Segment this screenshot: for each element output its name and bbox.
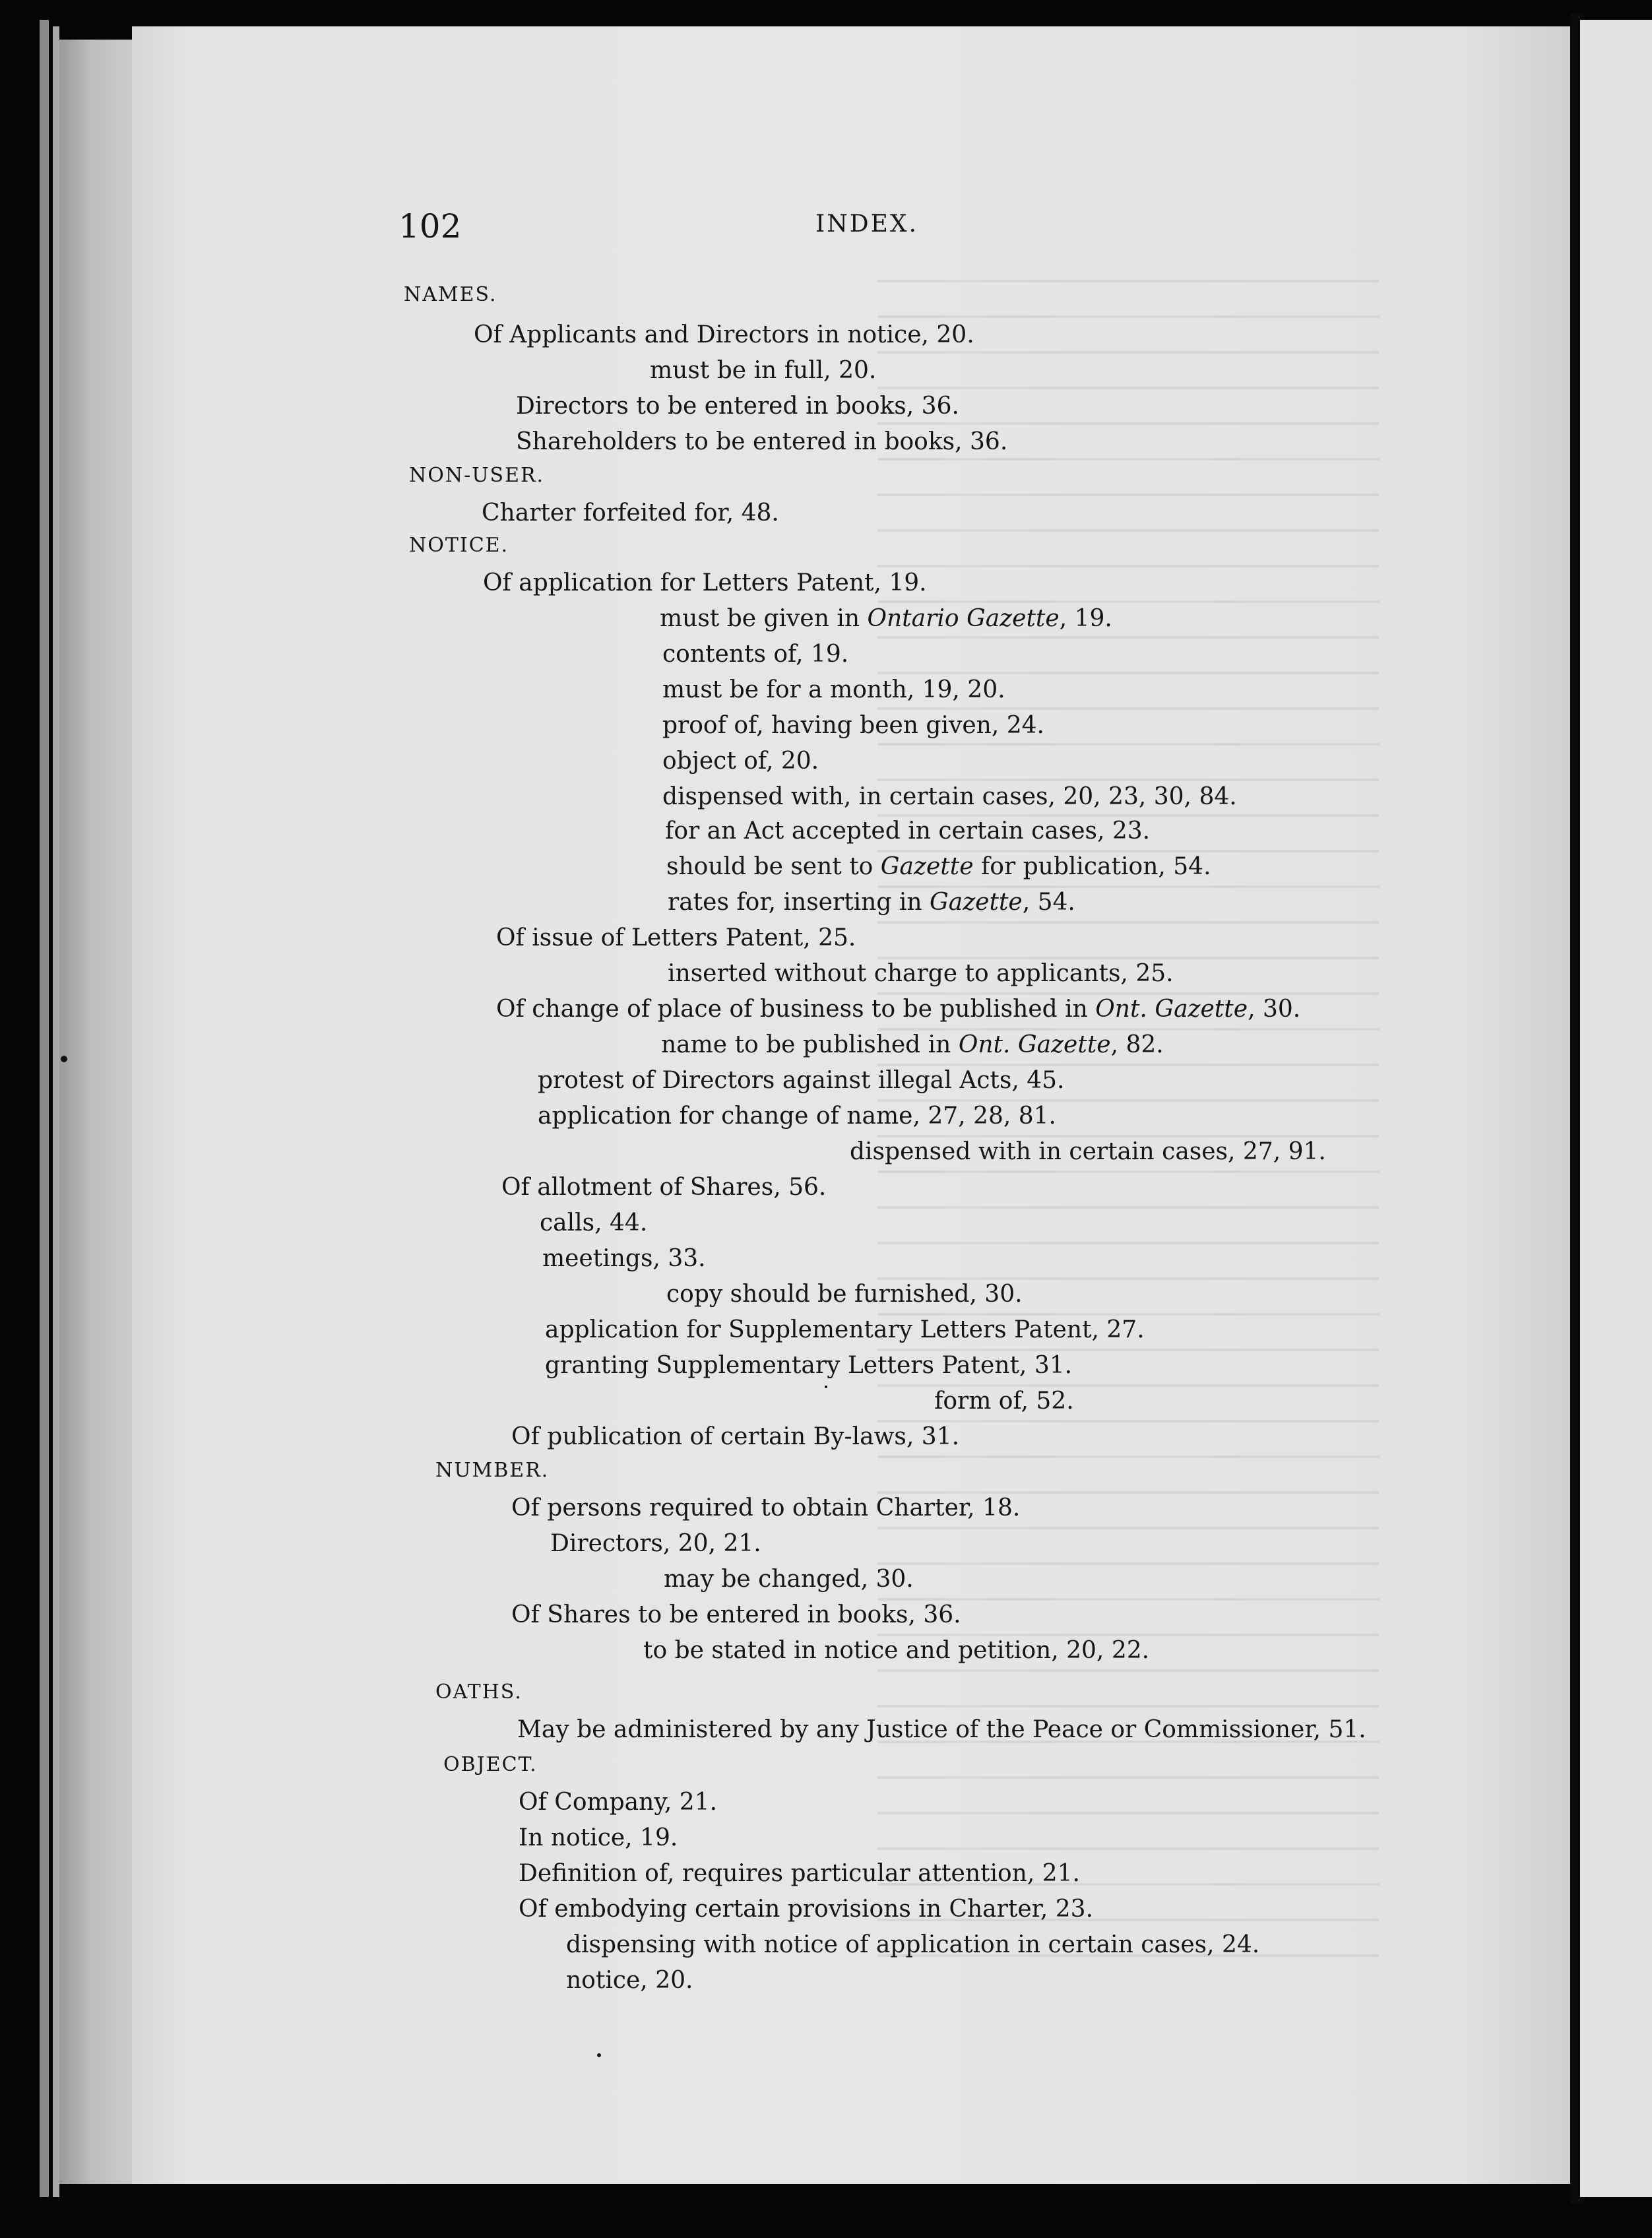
entry-italic-title: Ontario Gazette <box>867 605 1060 632</box>
index-entry: Of Company, 21. <box>519 1789 718 1816</box>
index-entry <box>668 891 1075 914</box>
heading-text: NAMES. <box>404 283 497 306</box>
facing-page-edge <box>1580 20 1652 2197</box>
heading-text: NON-USER. <box>409 464 545 487</box>
index-entry: Charter forfeited for, 48. <box>482 499 779 527</box>
heading-text: OBJECT. <box>443 1753 538 1776</box>
index-heading <box>435 1461 549 1481</box>
index-entry <box>666 855 1211 879</box>
index-entry: application for Supplementary Letters Patent, 27. <box>545 1316 1145 1343</box>
entry-italic-title: Ont. Gazette <box>958 1031 1111 1058</box>
index-entry: proof of, having been given, 24. <box>662 712 1044 739</box>
index-entry: Of issue of Letters Patent, 25. <box>496 924 856 951</box>
index-entry: Of allotment of Shares, 56. <box>501 1174 827 1201</box>
index-heading <box>409 466 544 486</box>
entry-text: name to be published in <box>661 1031 959 1058</box>
index-heading <box>404 285 497 305</box>
index-entry: dispensed with, in certain cases, 20, 23, 30, 84. <box>662 783 1237 810</box>
entry-page-refs: , 19. <box>1059 605 1112 632</box>
index-entry: Definition of, requires particular attention, 21. <box>519 1860 1080 1887</box>
index-entry: contents of, 19. <box>662 641 849 668</box>
index-entry: Shareholders to be entered in books, 36. <box>516 428 1008 455</box>
index-entry: granting Supplementary Letters Patent, 31. <box>545 1352 1073 1379</box>
index-entry: May be administered by any Justice of the Peace or Commissioner, 51. <box>517 1716 1366 1743</box>
page-edge <box>40 20 49 2197</box>
index-heading <box>409 536 509 556</box>
entry-text: should be sent to <box>666 853 881 880</box>
index-entry: Of Shares to be entered in books, 36. <box>511 1601 961 1628</box>
index-entry: Of publication of certain By-laws, 31. <box>511 1423 960 1450</box>
index-entry: dispensed with in certain cases, 27, 91. <box>850 1138 1326 1165</box>
index-entry: notice, 20. <box>566 1967 693 1994</box>
scan-speck <box>61 1056 67 1062</box>
index-entry: In notice, 19. <box>519 1824 678 1851</box>
heading-text: OATHS. <box>435 1680 523 1704</box>
index-entry: copy should be furnished, 30. <box>666 1281 1023 1308</box>
entry-italic-title: Ont. Gazette <box>1095 996 1248 1023</box>
index-entry: calls, 44. <box>540 1209 648 1236</box>
index-entry: inserted without charge to applicants, 25. <box>668 960 1174 987</box>
index-entry <box>660 607 1112 631</box>
index-entry: object of, 20. <box>662 748 819 775</box>
index-entry: must be for a month, 19, 20. <box>662 676 1005 703</box>
heading-text: NOTICE. <box>409 534 509 557</box>
entry-page-refs: for publication, 54. <box>973 853 1211 880</box>
page-title: INDEX. <box>815 210 918 238</box>
heading-text: NUMBER. <box>435 1459 550 1482</box>
index-entry: application for change of name, 27, 28, 81. <box>538 1103 1056 1130</box>
index-entry <box>661 1033 1164 1057</box>
index-entry: Directors, 20, 21. <box>550 1530 761 1557</box>
index-entry: form of, 52. <box>934 1388 1074 1415</box>
index-heading <box>435 1682 523 1702</box>
index-entry: for an Act accepted in certain cases, 23. <box>665 817 1151 845</box>
index-heading <box>443 1755 538 1775</box>
entry-page-refs: , 54. <box>1022 889 1075 916</box>
entry-page-refs: , 30. <box>1248 996 1301 1023</box>
index-entry <box>496 998 1300 1021</box>
index-entry: Of application for Letters Patent, 19. <box>483 569 927 596</box>
entry-text: Of change of place of business to be published in <box>496 996 1096 1023</box>
index-entry: to be stated in notice and petition, 20, 22. <box>643 1637 1150 1664</box>
page-shadow <box>59 40 139 2184</box>
entry-italic-title: Gazette <box>880 853 974 880</box>
scan-speck <box>825 1386 827 1388</box>
index-entry: protest of Directors against illegal Acts, 45. <box>538 1067 1065 1094</box>
entry-text: rates for, inserting in <box>668 889 930 916</box>
entry-italic-title: Gazette <box>929 889 1023 916</box>
index-entry: meetings, 33. <box>542 1245 706 1272</box>
index-entry: may be changed, 30. <box>664 1566 914 1593</box>
page-edge <box>53 26 59 2197</box>
page-number: 102 <box>398 207 462 245</box>
index-entry: Of persons required to obtain Charter, 18. <box>511 1494 1021 1521</box>
index-entry: Of embodying certain provisions in Charter, 23. <box>519 1896 1094 1923</box>
index-entry: must be in full, 20. <box>650 357 877 384</box>
scan-speck <box>597 2053 601 2057</box>
index-entry: Directors to be entered in books, 36. <box>516 393 959 420</box>
index-entry: dispensing with notice of application in certain cases, 24. <box>566 1931 1260 1958</box>
entry-text: must be given in <box>660 605 868 632</box>
index-entry: Of Applicants and Directors in notice, 20. <box>474 321 974 348</box>
entry-page-refs: , 82. <box>1110 1031 1164 1058</box>
